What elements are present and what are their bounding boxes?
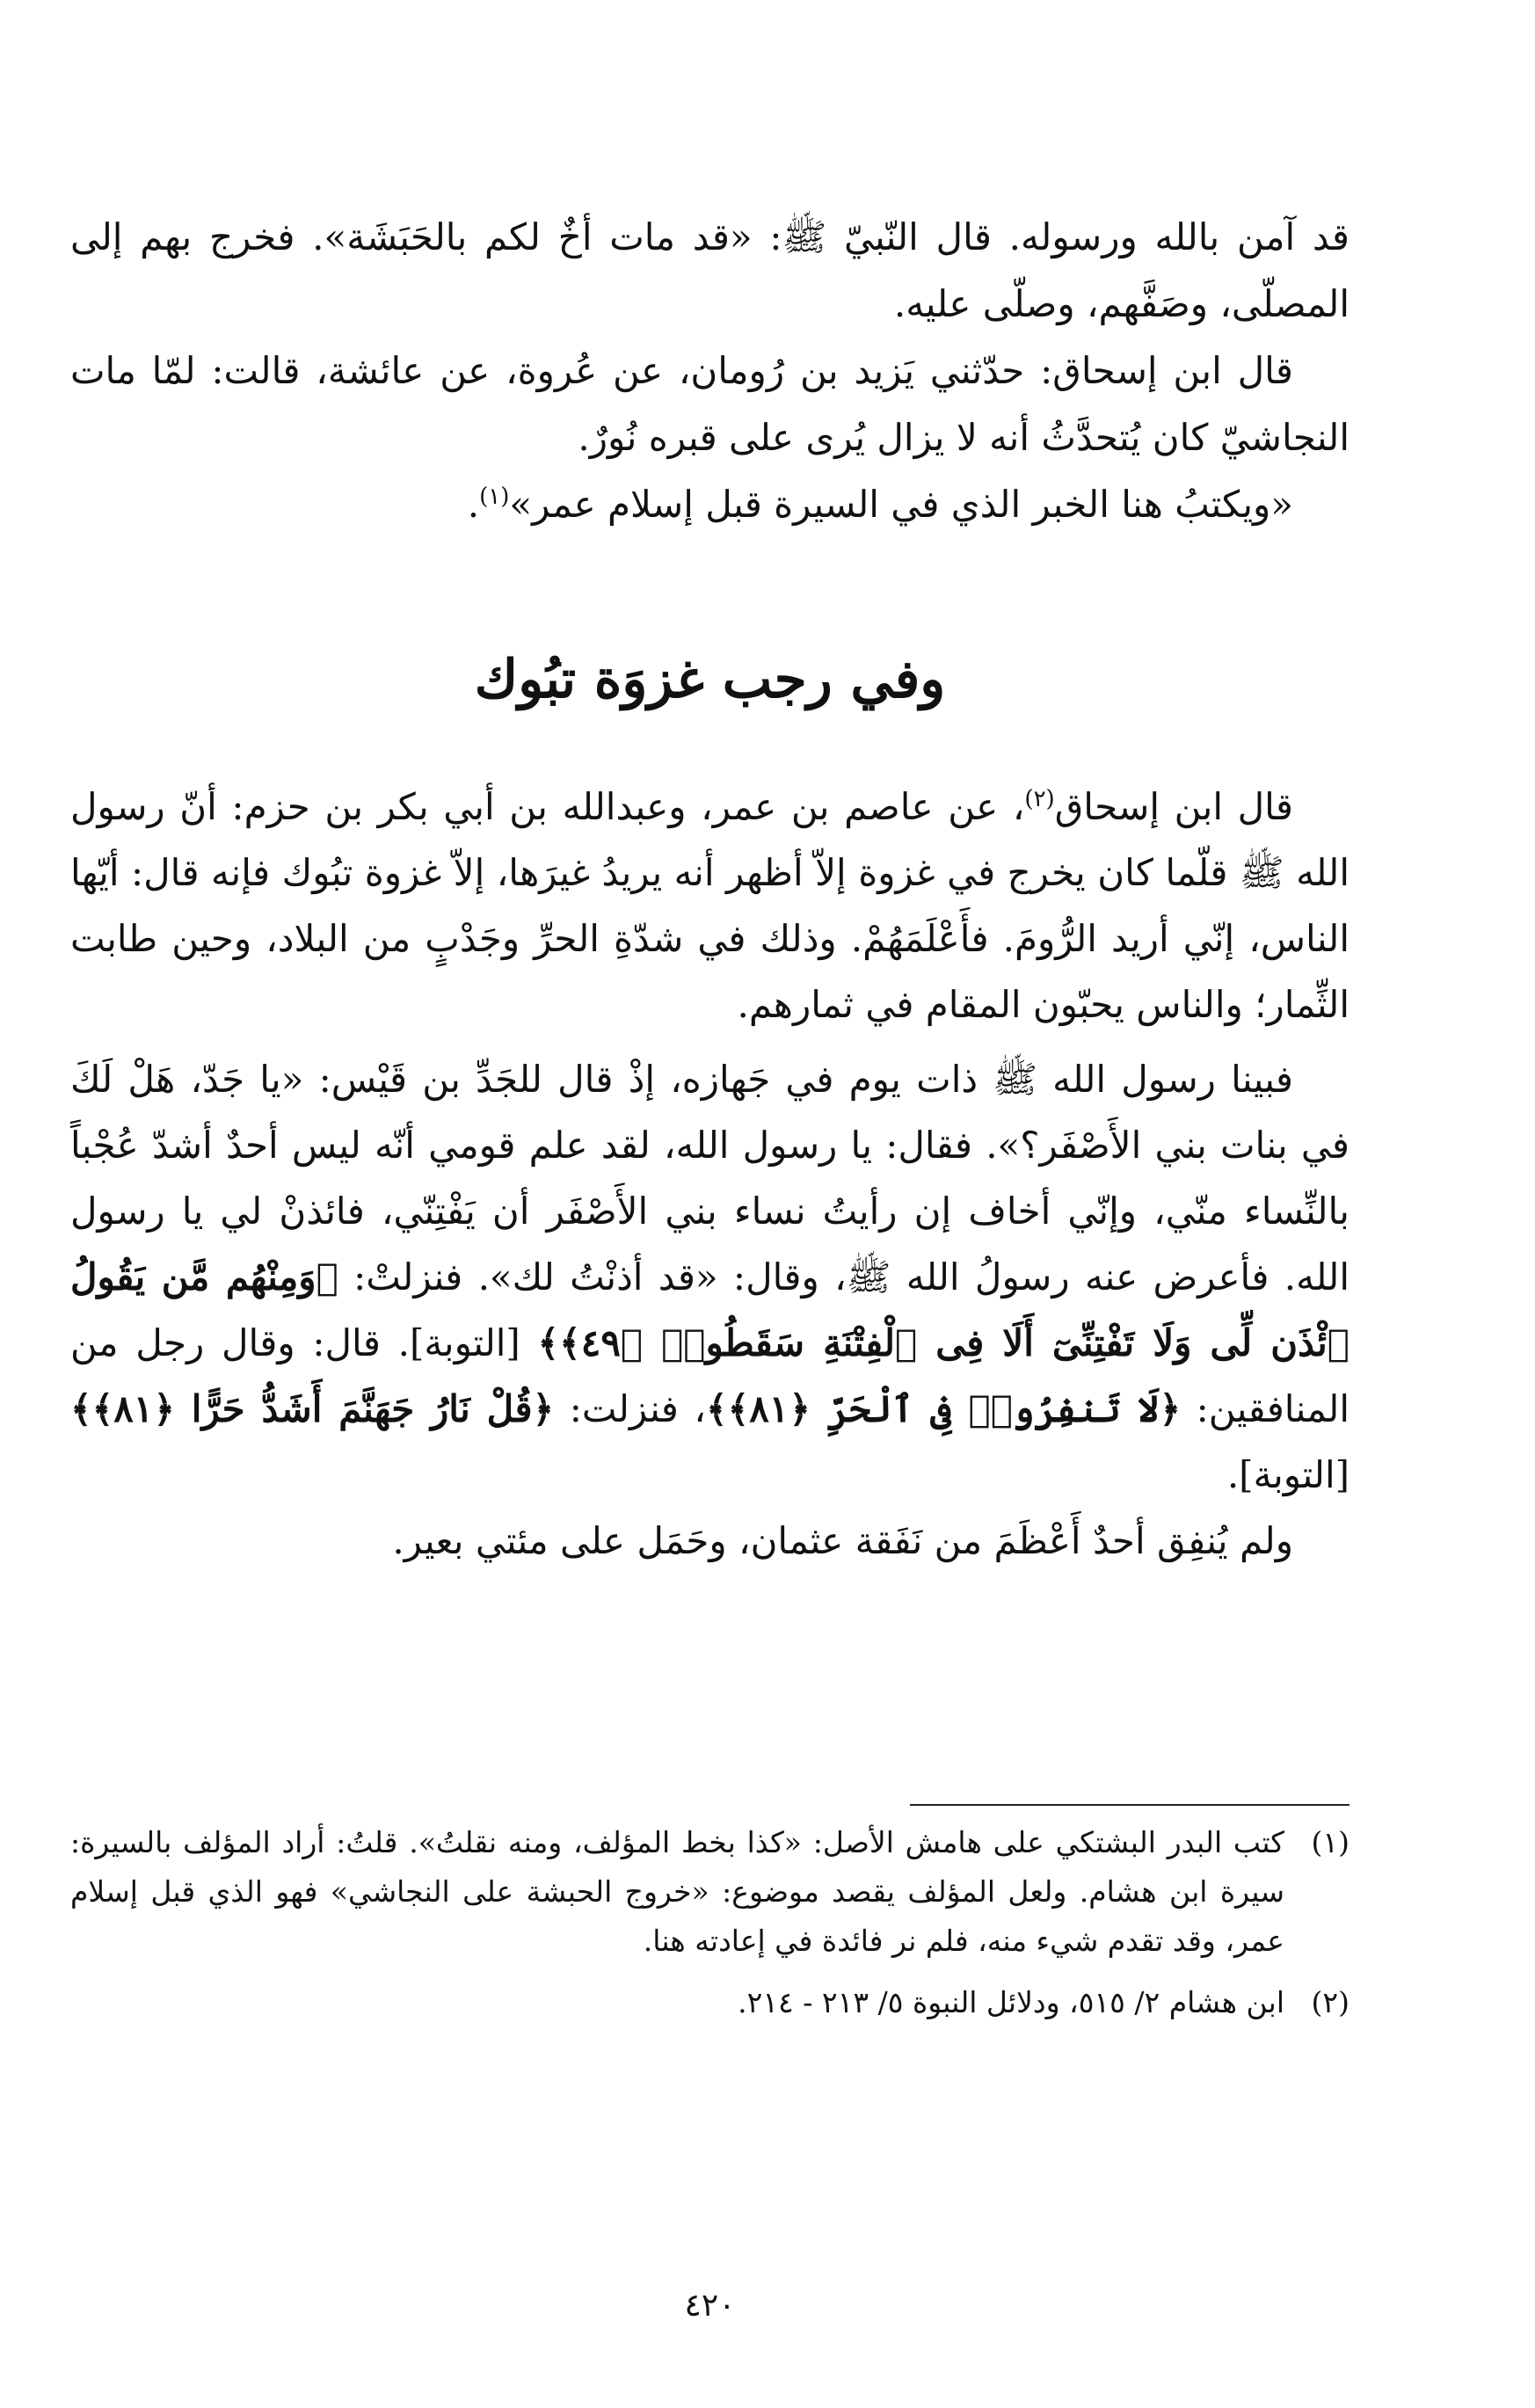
paragraph-continuation: قد آمن بالله ورسوله. قال النّبيّ ﷺ: «قد مات أخٌ لكم بالحَبَشَة». فخرج بهم إلى المصلّى، وصَفَّهم، وصلّى عليه. xyxy=(70,215,1349,325)
paragraph-tabuk-intro xyxy=(70,774,1349,1037)
footnote-1 xyxy=(70,1818,1349,1966)
footnote-2 xyxy=(70,1978,1349,2027)
paragraph-editor-note xyxy=(70,471,1349,538)
spacer xyxy=(70,1037,1349,1046)
section-heading: وفي رجب غزوَة تبُوك xyxy=(474,649,946,710)
p2-part-a: فبينا رسول الله ﷺ ذات يوم في جَهازه، إذْ قال للجَدِّ بن قَيْس: «يا جَدّ، هَلْ لَكَ في بنات بني الأَصْفَر؟». فقال: يا رسول الله، لقد علم قومي أنّه ليس أحدٌ أشدّ عُجْباً بالنِّساء منّي، وإنّي أخاف إن رأيتُ نساء بني الأَصْفَر أن يَفْتِنّي، فائذنْ لي يا رسول الله. فأعرض عنه رسولُ الله ﷺ، وقال: «قد أذنْتُ لك». فنزلتْ: xyxy=(70,1058,1350,1299)
quran-verse-tawba-81a: ﴿لَا تَنفِرُوا۟ فِى ٱلْحَرِّ ﴿٨١﴾﴾ xyxy=(705,1387,1182,1430)
page-number: ٤٢٠ xyxy=(684,2288,736,2324)
footnote-divider xyxy=(910,1804,1349,1806)
quran-verse-tawba-49: ﴿وَمِنْهُم مَّن يَقُولُ ٱئْذَن لِّى وَلَا تَفْتِنِّىٓ أَلَا فِى ٱلْفِتْنَةِ سَقَطُوا۟ ﴿٤٩﴾﴾ xyxy=(70,1255,1350,1364)
p2-part-b: [التوبة]. قال: وقال رجل من المنافقين: xyxy=(70,1321,1349,1430)
p2-part-c: ، فنزلت: xyxy=(554,1387,706,1430)
p1-start: قال ابن إسحاق xyxy=(1054,785,1293,828)
footnote-text: كتب البدر البشتكي على هامش الأصل: «كذا بخط المؤلف، ومنه نقلتُ». قلتُ: أراد المؤلف بالسيرة: سيرة ابن هشام. ولعل المؤلف يقصد موضوع: «خروج الحبشة على النجاشي» فهو الذي قبل إسلام عمر، وقد تقدم شيء منه، فلم نر فائدة في إعادته هنا. xyxy=(70,1825,1284,1958)
p2-part-d: [التوبة]. xyxy=(1226,1453,1349,1496)
footnote-text: ابن هشام ٢/ ٥١٥، ودلائل النبوة ٥/ ٢١٣ - ٢١٤. xyxy=(738,1985,1284,2019)
period: . xyxy=(467,483,480,526)
paragraph-uthman: ولم يُنفِق أحدٌ أَعْظَمَ من نَفَقة عثمان، وحَمَل على مئتي بعير. xyxy=(392,1519,1293,1562)
quran-verse-tawba-81b: ﴿قُلْ نَارُ جَهَنَّمَ أَشَدُّ حَرًّا ﴿٨١﴾﴾ xyxy=(70,1387,555,1430)
footnotes xyxy=(70,1818,1349,2027)
footnote-ref-2[interactable]: (٢) xyxy=(1024,786,1055,812)
top-section xyxy=(70,204,1349,538)
footnote-number: (٢) xyxy=(1311,1985,1349,2019)
footnote-ref-1[interactable]: (١) xyxy=(479,484,510,510)
paragraph-jadd-ibn-qays xyxy=(70,1046,1349,1508)
paragraph-ibn-ishaq-najashi: قال ابن إسحاق: حدّثني يَزيد بن رُومان، عن عُروة، عن عائشة، قالت: لمّا مات النجاشيّ كان يُتحدَّثُ أنه لا يزال يُرى على قبره نُورٌ. xyxy=(70,349,1349,459)
editor-note-text: «ويكتبُ هنا الخبر الذي في السيرة قبل إسلام عمر» xyxy=(509,483,1293,526)
p1-rest: ، عن عاصم بن عمر، وعبدالله بن أبي بكر بن حزم: أنّ رسول الله ﷺ قلّما كان يخرج في غزوة إلاّ أظهر أنه يريدُ غيرَها، إلاّ غزوة تبُوك فإنه قال: أيّها الناس، إنّي أريد الرُّومَ. فأَعْلَمَهُمْ. وذلك في شدّةِ الحرِّ وجَدْبٍ من البلاد، وحين طابت الثِّمار؛ والناس يحبّون المقام في ثمارهم. xyxy=(70,785,1349,1026)
book-page xyxy=(70,0,1349,2408)
footnote-number: (١) xyxy=(1311,1825,1349,1859)
main-section xyxy=(70,774,1349,1574)
